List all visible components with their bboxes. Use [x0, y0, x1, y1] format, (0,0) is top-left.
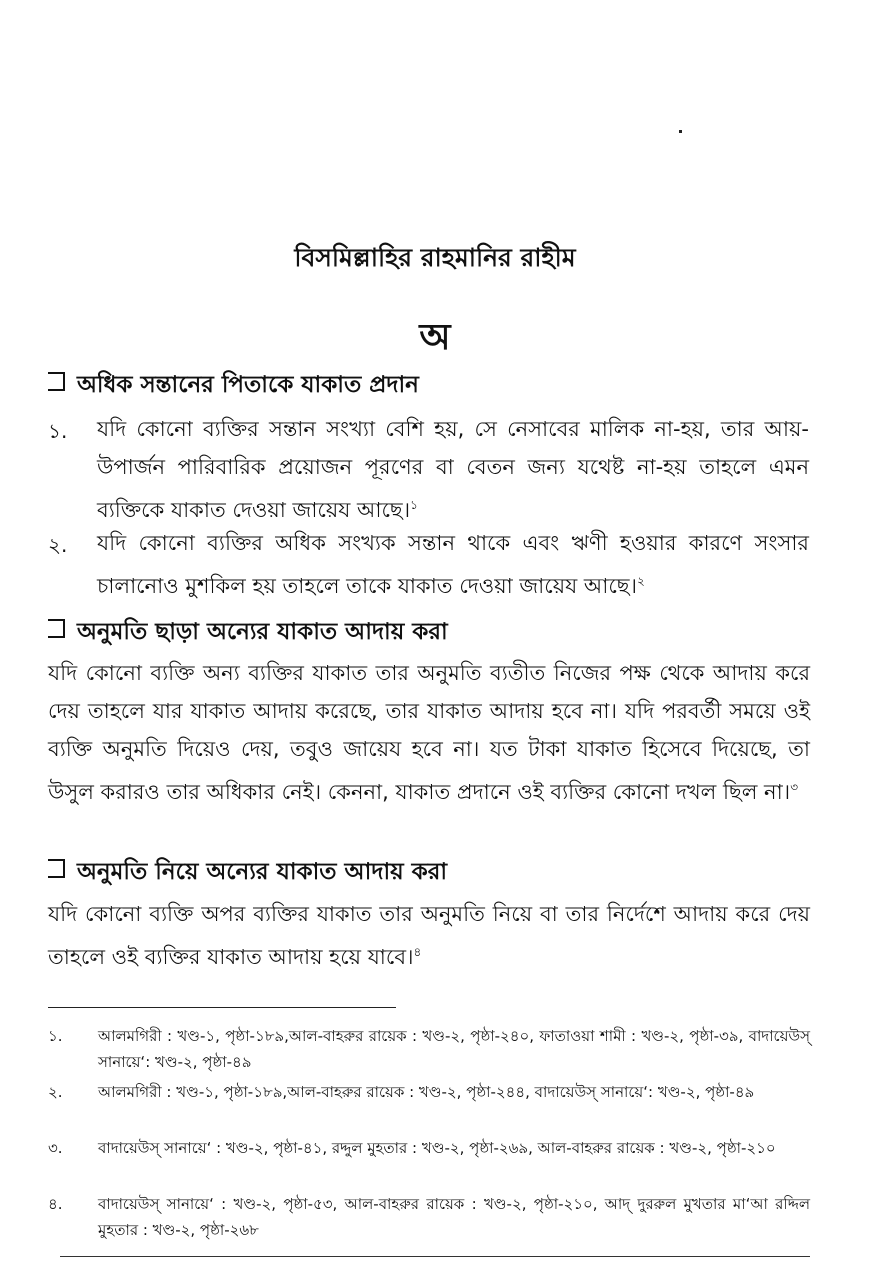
section-heading-text: অনুমতি ছাড়া অন্যের যাকাত আদায় করা	[77, 619, 448, 645]
checkbox-bullet-icon	[48, 859, 65, 878]
item-text: যদি কোনো ব্যক্তির অধিক সংখ্যক সন্তান থাকে এবং ঋণী হওয়ার কারণে সংসার চালানোও মুশকিল হয় তাহলে তাকে যাকাত দেওয়া জায়েয আছে।	[97, 531, 809, 598]
footnote-ref: ১	[410, 498, 418, 512]
item-text: যদি কোনো ব্যক্তির সন্তান সংখ্যা বেশি হয়, সে নেসাবের মালিক না-হয়, তার আয়-উপার্জন পারিবারিক প্রয়োজন পূরণের বা বেতন জন্য যথেষ্ট না-হয় তাহলে এমন ব্যক্তিকে যাকাত দেওয়া জায়েয আছে।	[97, 417, 809, 522]
footnote-1: আলমগিরী : খণ্ড-১, পৃষ্ঠা-১৮৯,আল-বাহরুর রায়েক : খণ্ড-২, পৃষ্ঠা-২৪০, ফাতাওয়া শামী : খণ্ড-২, পৃষ্ঠা-৩৯, বাদায়েউস্ সানায়ে‘: খণ্ড-২, পৃষ্ঠা-৪৯	[98, 1027, 810, 1071]
item-paragraph-1	[97, 410, 809, 529]
section-text: যদি কোনো ব্যক্তি অপর ব্যক্তির যাকাত তার অনুমতি নিয়ে বা তার নির্দেশে আদায় করে দেয় তাহলে ওই ব্যক্তির যাকাত আদায় হয়ে যাবে।	[48, 902, 810, 969]
footnote-number: ৩.	[48, 1139, 63, 1157]
footnote-ref: ৩	[790, 780, 799, 794]
section-heading-3	[48, 853, 447, 892]
section-text: যদি কোনো ব্যক্তি অন্য ব্যক্তির যাকাত তার অনুমতি ব্যতীত নিজের পক্ষ থেকে আদায় করে দেয় তাহলে যার যাকাত আদায় করেছে, তার যাকাত আদায় হবে না। যদি পরবর্তী সময়ে ওই ব্যক্তি অনুমতি দিয়েও দেয়, তবুও জায়েয হবে না। যত টাকা যাকাত হিসেবে দিয়েছে, তা উসুল করারও তার অধিকার নেই। কেননা, যাকাত প্রদানে ওই ব্যক্তির কোনো দখল ছিল না।	[48, 661, 810, 804]
print-speck	[679, 130, 682, 133]
page-bottom-edge	[60, 1256, 810, 1257]
footnote-ref: ৪	[413, 945, 422, 959]
item-paragraph-2	[97, 524, 809, 605]
section-heading-text: অধিক সন্তানের পিতাকে যাকাত প্রদান	[77, 372, 419, 398]
checkbox-bullet-icon	[48, 619, 65, 638]
item-number: ১.	[48, 419, 68, 443]
footnote-4: বাদায়েউস্ সানায়ে‘ : খণ্ড-২, পৃষ্ঠা-৫৩, আল-বাহরুর রায়েক : খণ্ড-২, পৃষ্ঠা-২১০, আদ্ দুররুল মুখতার মা‘আ রদ্দিল মুহতার : খণ্ড-২, পৃষ্ঠা-২৬৮	[98, 1195, 810, 1239]
footnote-divider	[48, 1007, 396, 1008]
section-heading-1	[48, 366, 419, 405]
section-paragraph-2	[48, 654, 810, 811]
section-heading-text: অনুমতি নিয়ে অন্যের যাকাত আদায় করা	[77, 859, 448, 885]
basmala-heading: বিসমিল্লাহির রাহমানির রাহীম	[294, 243, 576, 272]
item-number: ২.	[48, 533, 68, 557]
footnote-number: ১.	[48, 1027, 63, 1045]
checkbox-bullet-icon	[48, 372, 65, 391]
footnote-number: ৪.	[48, 1195, 63, 1213]
footnote-2: আলমগিরী : খণ্ড-১, পৃষ্ঠা-১৮৯,আল-বাহরুর রায়েক : খণ্ড-২, পৃষ্ঠা-২৪৪, বাদায়েউস্ সানায়ে‘: খণ্ড-২, পৃষ্ঠা-৪৯	[98, 1083, 755, 1101]
footnote-number: ২.	[48, 1083, 63, 1101]
footnote-ref: ২	[637, 574, 645, 588]
section-letter: অ	[419, 317, 451, 358]
section-paragraph-3	[48, 895, 810, 976]
footnote-3: বাদায়েউস্ সানায়ে‘ : খণ্ড-২, পৃষ্ঠা-৪১, রদ্দুল মুহতার : খণ্ড-২, পৃষ্ঠা-২৬৯, আল-বাহরুর রায়েক : খণ্ড-২, পৃষ্ঠা-২১০	[98, 1139, 776, 1157]
section-heading-2	[48, 613, 448, 652]
